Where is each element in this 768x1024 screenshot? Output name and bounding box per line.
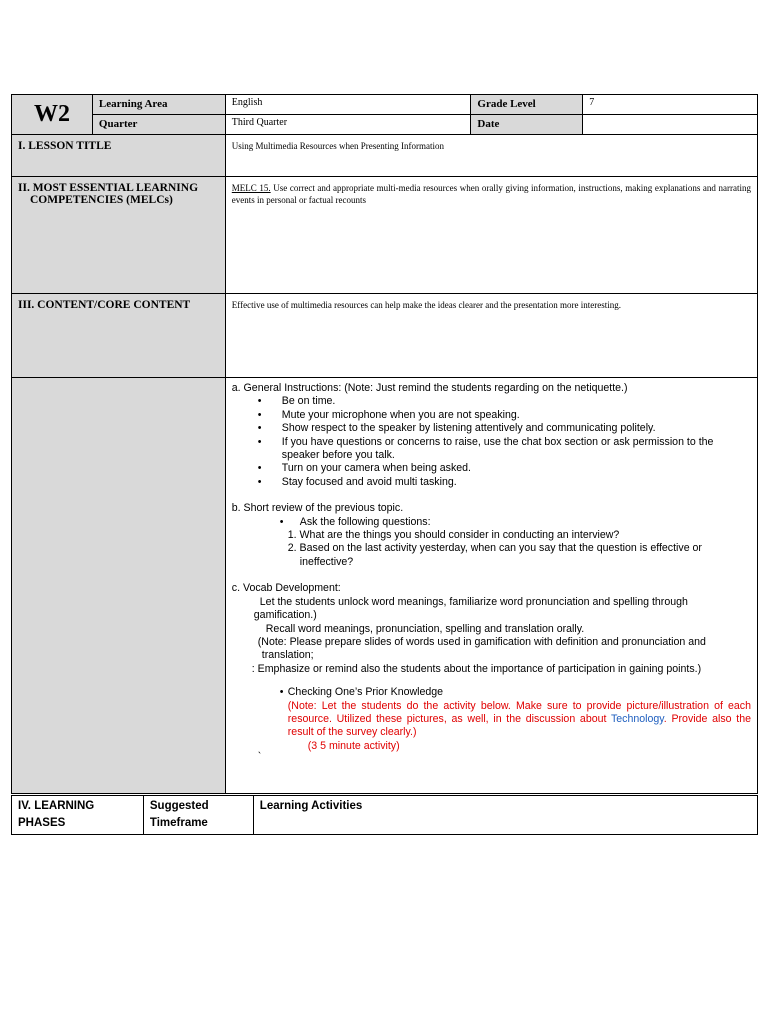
lesson-plan-table — [11, 94, 758, 794]
vocab-line: Recall word meanings, pronunciation, spelling and translation orally. — [265, 622, 585, 635]
melc-label — [12, 177, 226, 294]
melc-code: MELC 15. — [231, 183, 271, 193]
instruction-item: • Mute your microphone when you are not speaking. — [232, 409, 751, 422]
learning-area-label: Learning Area — [92, 95, 225, 115]
melc-value — [225, 177, 757, 294]
content-label: III. CONTENT/CORE CONTENT — [12, 294, 226, 378]
melc-label-line-1: II. MOST ESSENTIAL LEARNING — [18, 182, 199, 194]
date-label: Date — [471, 115, 583, 135]
instruction-item: • Turn on your camera when being asked. — [232, 462, 751, 475]
learning-area-value: English — [225, 95, 471, 115]
suggested-timeframe-header: Suggested Timeframe — [143, 796, 253, 835]
vocab-emphasis: : Emphasize or remind also the students about the importance of participation in gaining points.) — [251, 662, 702, 675]
review-question: 1. What are the things you should consider in conducting an interview? — [287, 529, 620, 542]
melc-label-line-2: COMPETENCIES (MELCs) — [30, 194, 173, 206]
content-value: Effective use of multimedia resources can help make the ideas clearer and the presentation more interesting. — [225, 294, 757, 378]
melc-text: Use correct and appropriate multi-media resources when orally giving information, instructions, making explanations and narrating events in personal or factual recounts — [231, 183, 751, 205]
technology-link[interactable]: Technology — [610, 712, 664, 725]
learning-activities-header: Learning Activities — [253, 796, 757, 835]
vocab-heading: c. Vocab Development: — [231, 582, 341, 595]
review-heading: b. Short review of the previous topic. — [231, 502, 404, 515]
week-label: W2 — [12, 95, 93, 135]
quarter-value: Third Quarter — [225, 115, 471, 135]
stray-mark: ` — [257, 751, 262, 764]
lesson-title-value: Using Multimedia Resources when Presenting Information — [225, 135, 757, 177]
review-question: 2. Based on the last activity yesterday, when can you say that the question is effective or ineffective? — [287, 542, 702, 568]
lesson-title-label: I. LESSON TITLE — [12, 135, 226, 177]
grade-level-label: Grade Level — [471, 95, 583, 115]
instruction-item: • If you have questions or concerns to raise, use the chat box section or ask permission to the speaker before you talk. — [232, 436, 751, 463]
grade-level-value: 7 — [583, 95, 758, 115]
activities-label-cell — [12, 378, 226, 794]
instruction-item: • Stay focused and avoid multi tasking. — [232, 476, 751, 489]
activity-duration: (3 5 minute activity) — [307, 739, 400, 752]
review-bullet: • Ask the following questions: — [232, 516, 751, 529]
vocab-line: Let the students unlock word meanings, familiarize word pronunciation and spelling through gamification.) — [253, 595, 688, 622]
prior-knowledge-note: (Note: Let the students do the activity below. Make sure to provide picture/illustration of each resource. Utilized these pictures, as well, in the discussion about Technology. Provide also the result of the survey clearly.) — [287, 699, 751, 739]
vocab-note: (Note: Please prepare slides of words used in gamification with definition and pronunciation and translation; — [257, 635, 706, 662]
activities-cell — [225, 378, 757, 794]
date-value — [583, 115, 758, 135]
quarter-label: Quarter — [92, 115, 225, 135]
learning-phases-header: IV. LEARNING PHASES — [12, 796, 144, 835]
instruction-item: • Be on time. — [232, 395, 751, 408]
general-instructions-heading: a. General Instructions: (Note: Just remind the students regarding on the netiquette.) — [231, 382, 628, 394]
instruction-item: • Show respect to the speaker by listening attentively and communicating politely. — [232, 422, 751, 435]
learning-phases-table — [11, 795, 758, 835]
prior-knowledge-bullet: • Checking One’s Prior Knowledge — [232, 686, 751, 699]
